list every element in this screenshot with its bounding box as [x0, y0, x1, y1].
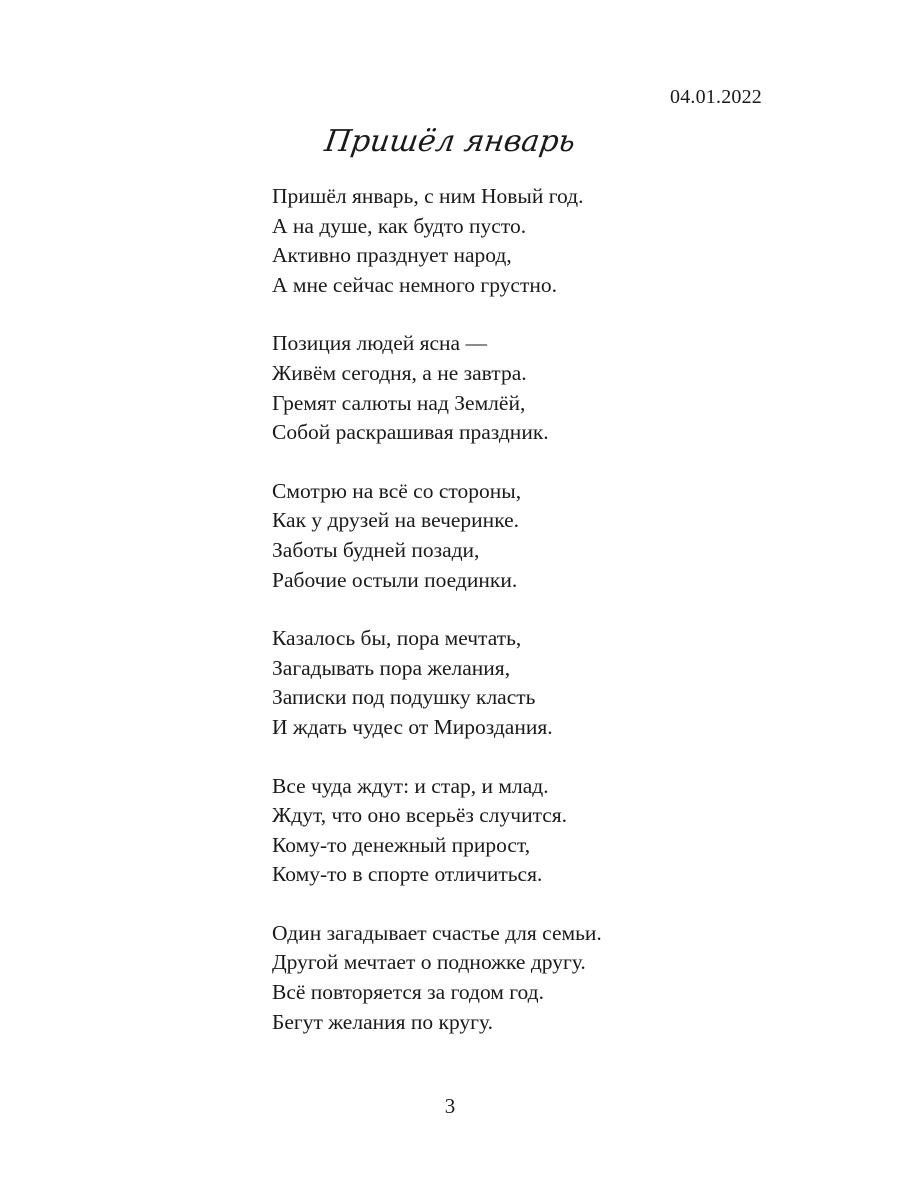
poem-body: [272, 182, 752, 1066]
poem-line: Кому-то в спорте отличиться.: [272, 862, 543, 887]
poem-line: Собой раскрашивая праздник.: [272, 420, 549, 445]
poem-line: Всё повторяется за годом год.: [272, 980, 544, 1005]
poem-line: Другой мечтает о подножке другу.: [272, 950, 586, 975]
poem-line: Записки под подушку класть: [272, 685, 536, 710]
stanza: [272, 477, 752, 595]
page-number: 3: [444, 1094, 456, 1118]
stanza: [272, 624, 752, 742]
stanza: [272, 329, 752, 447]
poem-line: А мне сейчас немного грустно.: [272, 272, 557, 297]
poem-line: И ждать чудес от Мироздания.: [272, 714, 553, 739]
poem-line: Позиция людей ясна —: [272, 331, 487, 356]
poem-line: Загадывать пора желания,: [272, 655, 511, 680]
poem-line: Как у друзей на вечеринке.: [272, 508, 520, 533]
poem-line: Ждут, что оно всерьёз случится.: [272, 803, 568, 828]
poem-line: А на душе, как будто пусто.: [272, 213, 527, 238]
poem-line: Один загадывает счастье для семьи.: [272, 920, 602, 945]
poem-line: Казалось бы, пора мечтать,: [272, 626, 522, 651]
poem-title: Пришёл январь: [322, 124, 578, 159]
poem-line: Заботы будней позади,: [272, 537, 480, 562]
poem-line: Гремят салюты над Землёй,: [272, 390, 526, 415]
stanza: [272, 772, 752, 890]
poem-line: Бегут желания по кругу.: [272, 1009, 493, 1034]
poem-line: Кому-то денежный прирост,: [272, 832, 531, 857]
poem-line: Все чуда ждут: и стар, и млад.: [272, 773, 549, 798]
poem-line: Пришёл январь, с ним Новый год.: [272, 184, 584, 208]
poem-line: Живём сегодня, а не завтра.: [272, 360, 527, 385]
poem-line: Активно празднует народ,: [272, 243, 512, 268]
poem-date: 04.01.2022: [670, 86, 762, 108]
stanza: [272, 919, 752, 1037]
poem-line: Смотрю на всё со стороны,: [272, 478, 522, 503]
stanza: [272, 182, 752, 300]
poem-line: Рабочие остыли поединки.: [272, 567, 518, 592]
